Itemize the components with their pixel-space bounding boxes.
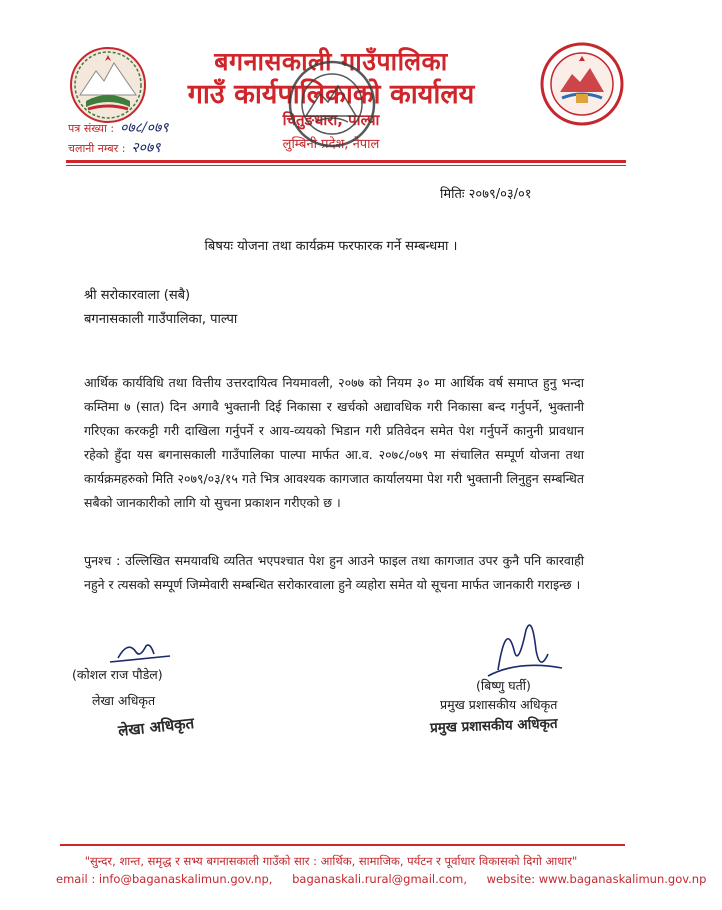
office-stamp-icon (276, 56, 386, 152)
office-title: बगनासकाली गाउँपालिका (214, 47, 448, 76)
letter-date: मितिः २०७९/०३/०१ (440, 187, 532, 202)
ref-number-value: ०७८/०७९ (120, 120, 169, 136)
office-address: चितुङधारा, पाल्पा (282, 111, 380, 129)
footer-website[interactable]: website: www.baganaskalimun.gov.np (486, 872, 707, 886)
dispatch-number-value: २०७९ (131, 140, 161, 156)
header-divider-thin (66, 165, 626, 166)
recipient: श्री सरोकारवाला (सबै) (84, 288, 191, 303)
footer-motto: "सुन्दर, शान्त, समृद्ध र सभ्य बगनासकाली गाउँको सार : आर्थिक, सामाजिक, पर्यटन र पूर्वाधार विकासको दिगो आधार" (84, 854, 578, 868)
recipient-address: बगनासकाली गाउँपालिका, पाल्पा (84, 312, 238, 327)
footer-email[interactable]: email : info@baganaskalimun.gov.np, (56, 872, 273, 886)
office-province: लुम्बिनी प्रदेश, नेपाल (282, 137, 380, 152)
signatory-right-post: प्रमुख प्रशासकीय अधिकृत (440, 697, 558, 712)
signatory-left-post: लेखा अधिकृत (92, 693, 156, 708)
footer-divider (60, 844, 625, 846)
ref-number (68, 118, 169, 137)
dispatch-number-label: चलानी नम्बर : (68, 142, 126, 155)
signatory-left-seal: लेखा अधिकृत (117, 714, 195, 740)
signatory-right-seal: प्रमुख प्रशासकीय अधिकृत (429, 715, 558, 737)
postscript-paragraph: पुनश्च : उल्लिखित समयावधि व्यतित भएपश्चात पेश हुन आउने फाइल तथा कागजात उपर कुनै पनि कारवाही नहुने र त्यसको सम्पूर्ण जिम्मेवारी सम्बन्धित सरोकारवाला हुने व्यहोरा समेत यो सूचना मार्फत जानकारी गराइन्छ । (84, 553, 584, 592)
body-paragraph: आर्थिक कार्यविधि तथा वित्तीय उत्तरदायित्व नियमावली, २०७७ को नियम ३० मा आर्थिक वर्ष समाप्त हुनु भन्दा कम्तिमा ७ (सात) दिन अगावै भुक्तानी दिई निकासा र खर्चको अद्यावधिक गरी निकासा बन्द गर्नुपर्ने, भुक्तानी गरिएका करकट्टी गरी दाखिला गर्नुपर्ने र आय-व्ययको भिडान गरी प्रतिवेदन समेत पेश गर्नुपर्ने कानुनी प्रावधान रहेको हुँदा यस बगनासकाली गाउँपालिका पाल्पा मार्फत आ.व. २०७८/०७९ मा संचालित सम्पूर्ण योजना तथा कार्यक्रमहरुको मिति २०७९/०३/१५ गते भित्र आवश्यक कागजात कार्यालयमा पेश गरी भुक्तानी लिनुहुन सम्बन्धित सबैको जानकारीको लागि यो सुचना प्रकाशन गरीएको छ । (84, 375, 584, 510)
signature-right-icon (478, 610, 568, 686)
ref-number-label: पत्र संख्या : (68, 122, 115, 135)
signatory-left-name: (कोशल राज पौडेल) (72, 667, 163, 682)
signatory-right-name: (बिष्णु घर्ती) (476, 678, 531, 693)
office-subtitle: गाउँ कार्यपालिकाको कार्यालय (187, 79, 475, 110)
letter-subject: बिषयः योजना तथा कार्यक्रम फरफारक गर्ने सम्बन्धमा । (204, 239, 458, 254)
footer-email-alt[interactable]: baganaskali.rural@gmail.com, (292, 872, 467, 886)
footer-contact (56, 872, 707, 886)
dispatch-number (68, 138, 161, 157)
header-divider (66, 160, 626, 163)
signature-left-icon (80, 634, 220, 668)
